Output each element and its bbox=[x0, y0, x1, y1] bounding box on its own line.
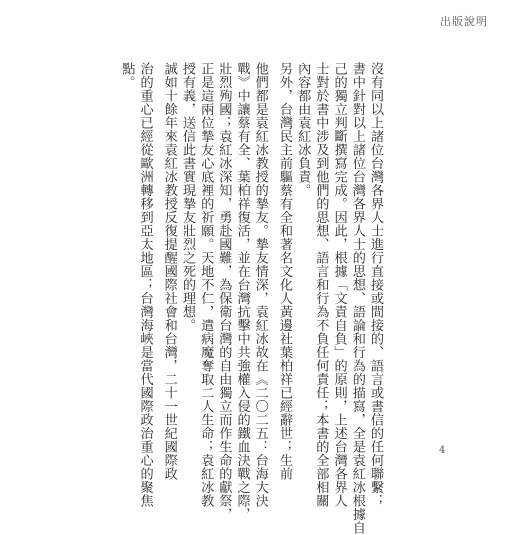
text-column: 壯烈殉國；袁紅冰深知，勇赴國難，為保衛台灣的自由獨立而作生命的獻祭， bbox=[216, 62, 232, 521]
text-column: 另外，台灣民主前驅蔡有全和著名文化人黃邊社葉柏祥已經辭世；生前 bbox=[276, 62, 292, 481]
text-column: 授有義，送信此書實現摯友壯烈之死的理想。 bbox=[179, 62, 195, 332]
text-column: 沒有同以上諸位台灣各界人士進行直接或間接的、語言或書信的任何聯繫； bbox=[368, 62, 383, 508]
text-column: 誠如十餘年來袁紅冰教授反復提醒國際社會和台灣，二十一世紀國際政 bbox=[161, 62, 177, 481]
text-column: 點。 bbox=[119, 62, 135, 89]
page-number: 4 bbox=[439, 445, 446, 456]
running-header: 出版說明 bbox=[440, 15, 488, 28]
text-column: 書中針對以上諸位台灣各界人士的思想、語論和行為的描寫，全是袁紅冰根據自 bbox=[349, 62, 365, 535]
text-column: 治的重心已經從歐洲轉移到亞太地區；台灣海峽是當代國際政治重心的聚焦 bbox=[137, 62, 153, 508]
text-column: 士對於書中涉及到他們的思想、語言和行為不負任何責任；本書的全部相關 bbox=[313, 62, 329, 508]
text-column: 己的獨立判斷撰寫完成。因此，根據「文責自負」的原則，上述台灣各界人 bbox=[331, 62, 347, 508]
text-column: 正是這兩位摯友心底裡的祈願。天地不仁，遣病魔奪取二人生命；袁紅冰教 bbox=[198, 62, 214, 508]
text-column: 他們都是袁紅冰教授的摯友。摯友情深，袁紅冰故在《二〇二五：台海大決 bbox=[252, 62, 268, 508]
text-column: 戰》中讓蔡有全、葉柏祥復活，並在台灣抗擊中共強權入侵的鐵血決戰之際， bbox=[234, 62, 250, 521]
vertical-text-body bbox=[119, 62, 383, 535]
text-column: 內容都由袁紅冰負責。 bbox=[295, 62, 311, 197]
